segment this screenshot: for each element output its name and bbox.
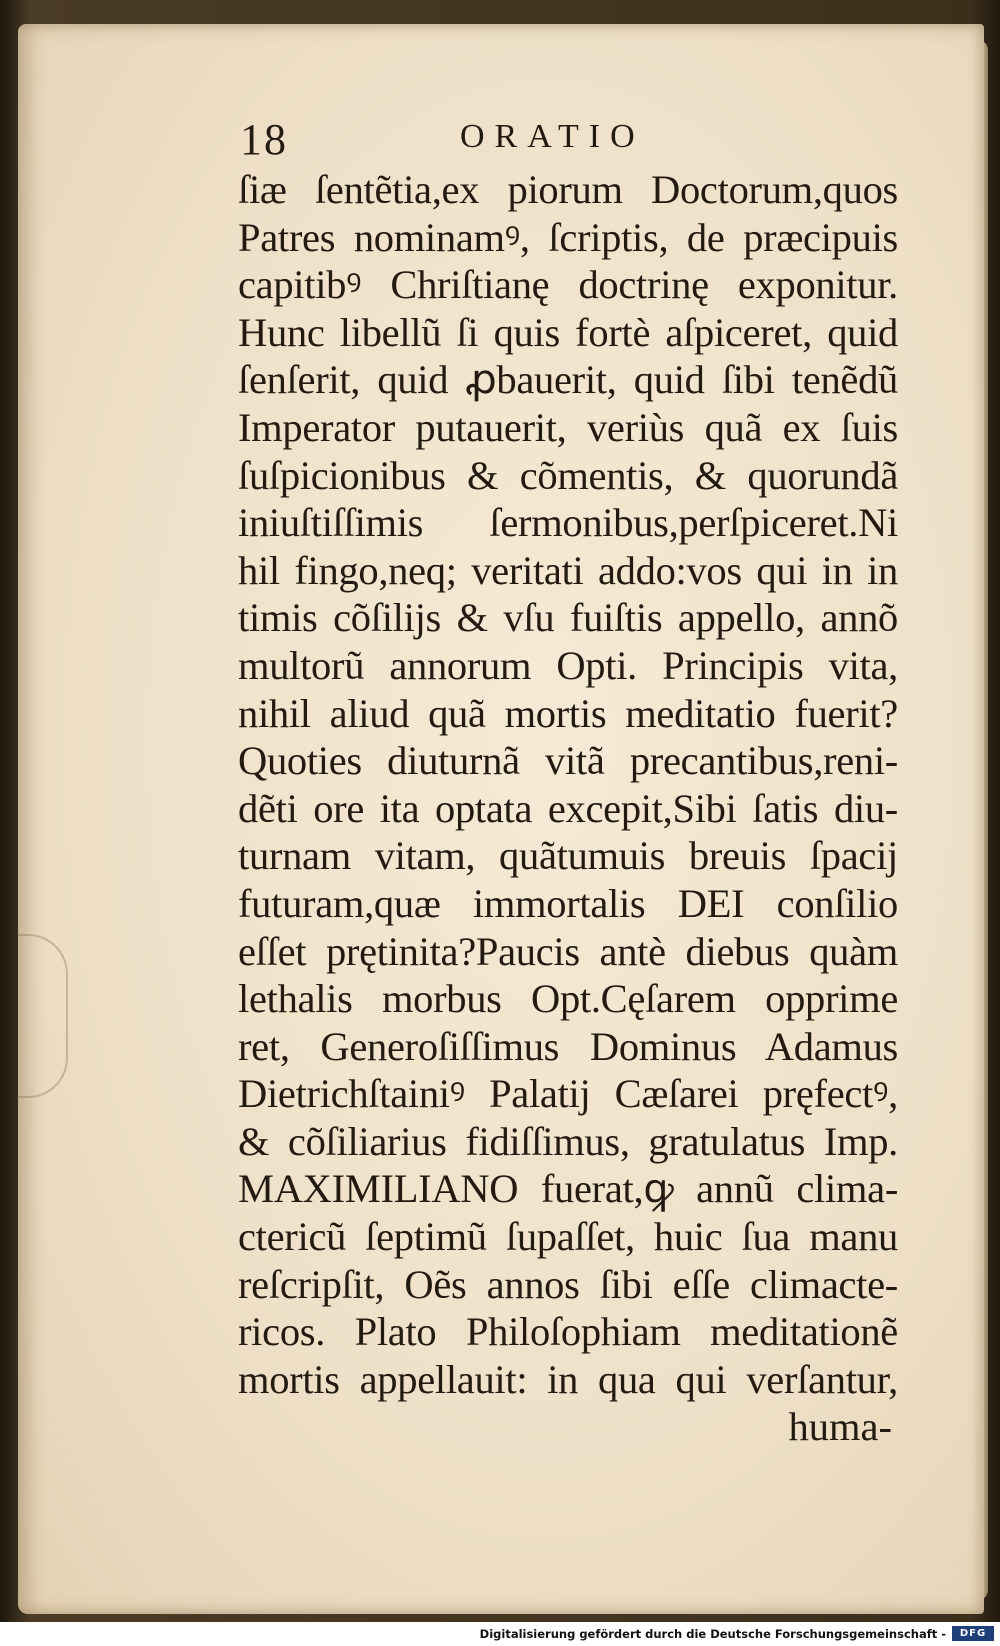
- text-line: Patres nominamꝰ, ſcriptis, de præcipuis: [238, 214, 898, 260]
- text-line: timis cõſilijs & vſu fuiſtis appello, annõ: [238, 595, 898, 641]
- text-block: [238, 104, 898, 1451]
- catchword: huma-: [788, 1404, 892, 1450]
- text-line: ſuſpicionibus & cõmentis, & quorundã: [238, 452, 898, 498]
- text-line: nihil aliud quã mortis meditatio fuerit?: [238, 690, 898, 736]
- text-line: futuram,quæ immortalis DEI conſilio: [238, 880, 898, 926]
- text-line: turnam vitam, quãtumuis breuis ſpacij: [238, 833, 898, 879]
- text-line: reſcripſit, Oẽs annos ſibi eſſe climacte-: [238, 1261, 898, 1307]
- text-line: ricos. Plato Philoſophiam meditationẽ: [238, 1309, 898, 1355]
- text-line: capitibꝰ Chriſtianę doctrinę exponitur.: [238, 262, 898, 308]
- text-line: iniuſtiſſimis ſermonibus,perſpiceret.Ni: [238, 500, 898, 546]
- text-line: Quoties diuturnã vitã precantibus,reni-: [238, 738, 898, 784]
- text-line: MAXIMILIANO fuerat,ꝙ annũ clima-: [238, 1166, 898, 1212]
- dfg-logo: DFG: [952, 1626, 994, 1641]
- text-line: & cõſiliarius fidiſſimus, gratulatus Imp.: [238, 1118, 898, 1164]
- text-line: lethalis morbus Opt.Cęſarem opprime: [238, 976, 898, 1022]
- footer-bar: [0, 1622, 1000, 1646]
- page-header-title: ORATIO: [460, 118, 645, 155]
- text-line: mortis appellauit: in qua qui verſantur,: [238, 1356, 898, 1402]
- text-line: ret, Generoſiſſimus Dominus Adamus: [238, 1023, 898, 1069]
- running-head: [238, 104, 898, 166]
- body-text: [238, 166, 898, 1403]
- text-line: dẽti ore ita optata excepit,Sibi ſatis diu-: [238, 785, 898, 831]
- text-line: ctericũ ſeptimũ ſupaſſet, huic ſua manu: [238, 1214, 898, 1260]
- page-number: 18: [240, 115, 288, 164]
- text-line: ſenſerit, quid ꝓbauerit, quid ſibi tenẽdũ: [238, 357, 898, 403]
- text-line: Imperator putauerit, veriùs quã ex ſuis: [238, 404, 898, 450]
- text-line: ſiæ ſentẽtia,ex piorum Doctorum,quos: [238, 167, 898, 212]
- text-line: multorũ annorum Opti. Principis vita,: [238, 642, 898, 688]
- text-line: Hunc libellũ ſi quis fortè aſpiceret, quid: [238, 309, 898, 355]
- footer-credit: Digitalisierung gefördert durch die Deutsche Forschungsgemeinschaft -: [479, 1627, 946, 1641]
- text-line: Dietrichſtainiꝰ Palatij Cæſarei pręfectꝰ,: [238, 1071, 898, 1117]
- text-line: hil fingo,neq; veritati addo:vos qui in in: [238, 547, 898, 593]
- page-fold-mark: [18, 934, 68, 1098]
- text-line: eſſet prętinita?Paucis antè diebus quàm: [238, 928, 898, 974]
